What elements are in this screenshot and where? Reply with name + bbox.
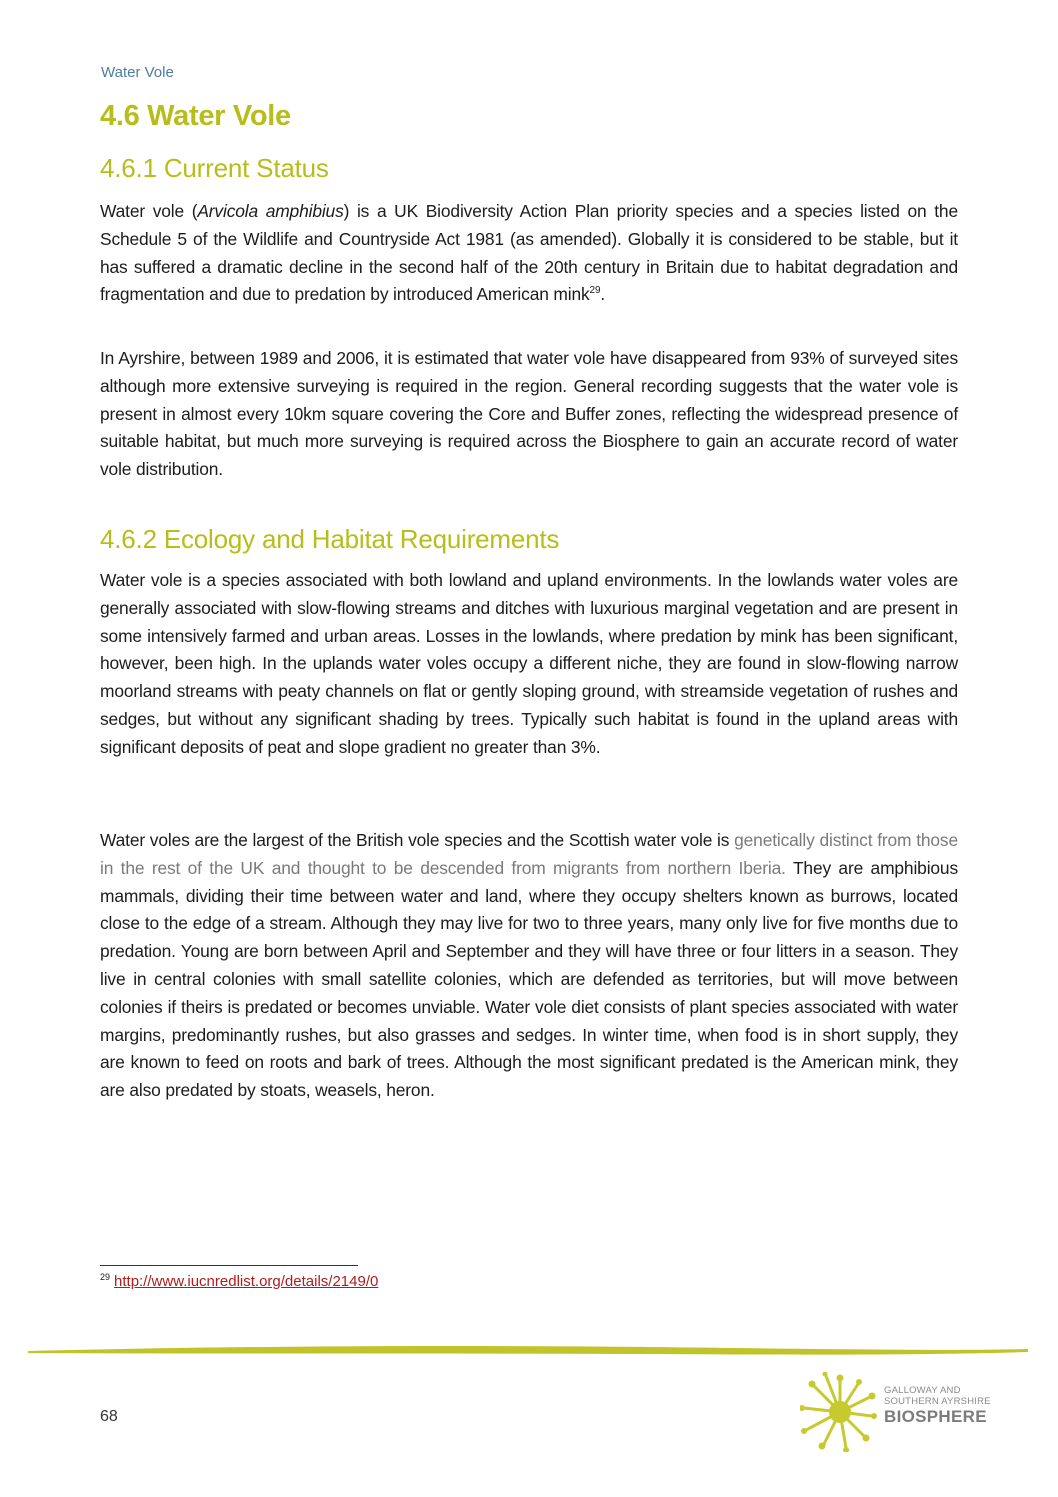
highlighted-text: genetically distinct from those in the rest of the UK and thought to be descended from migrants from northern Iberia. (100, 830, 958, 878)
section-title: 4.6 Water Vole (100, 100, 291, 132)
ecology-paragraph-1: Water vole is a species associated with both lowland and upland environments. In the lowlands water voles are generally associated with slow-flowing streams and ditches with luxurious marginal vegetation and are present in some intensively farmed and urban areas. Losses in the lowlands, where predation by mink has been significant, however, been high. In the uplands water voles occupy a different niche, they are found in slow-flowing narrow moorland streams with peaty channels on flat or gently sloping ground, with streamside vegetation of rushes and sedges, but without any significant shading by trees. Typically such habitat is found in the upland areas with significant deposits of peat and slope gradient no greater than 3%. (100, 570, 958, 757)
subsection-heading-ecology: 4.6.2 Ecology and Habitat Requirements (100, 524, 560, 554)
footnote-number: 29 (100, 1272, 111, 1282)
page-number: 68 (100, 1408, 118, 1425)
current-status-paragraph-2: In Ayrshire, between 1989 and 2006, it is estimated that water vole have disappeared from 93% of surveyed sites although more extensive surveying is required in the region. General recording suggests that the water vole is present in almost every 10km square covering the Core and Buffer zones, reflecting the widespread presence of suitable habitat, but much more surveying is required across the Biosphere to gain an accurate record of water vole distribution. (100, 348, 958, 480)
footnote (100, 1273, 378, 1290)
footer-swoosh (28, 1342, 1028, 1358)
ecology-paragraph-2: Water voles are the largest of the British vole species and the Scottish water vole is genetically distinct from those in the rest of the UK and thought to be descended from migrants from northern Iberia. They are amphibious mammals, dividing their time between water and land, where they occupy shelters known as burrows, located close to the edge of a stream. Although they may live for two to three years, many only live for five months due to predation. Young are born between April and September and they will have three or four litters in a season. They live in central colonies with small satellite colonies, which are defended as territories, but will move between colonies if theirs is predated or becomes unviable. Water vole diet consists of plant species associated with water margins, predominantly rushes, but also grasses and sedges. In winter time, when food is in short supply, they are known to feed on roots and bark of trees. Although the most significant predated is the American mink, they are also predated by stoats, weasels, heron. (100, 830, 958, 1101)
current-status-paragraph-1: Water vole (Arvicola amphibius) is a UK Biodiversity Action Plan priority species and a species listed on the Schedule 5 of the Wildlife and Countryside Act 1981 (as amended). Globally it is considered to be stable, but it has suffered a dramatic decline in the second half of the 20th century in Britain due to habitat degradation and fragmentation and due to predation by introduced American mink$^{29}$. (100, 201, 958, 305)
footnote-link[interactable]: http://www.iucnredlist.org/details/2149/0 (114, 1273, 379, 1290)
subsection-heading-current-status: 4.6.1 Current Status (100, 153, 329, 183)
footnote-divider (100, 1265, 358, 1266)
biosphere-logo-text: GALLOWAY AND SOUTHERN AYRSHIRE BIOSPHERE (884, 1385, 991, 1426)
species-latin-name: Arvicola amphibius (197, 201, 344, 221)
footnote-reference[interactable]: 29 (589, 285, 601, 297)
running-header: Water Vole (101, 64, 174, 81)
